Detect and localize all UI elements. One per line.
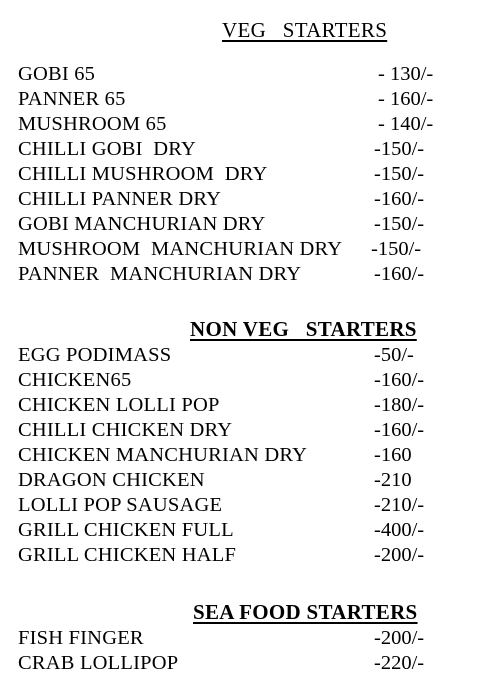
- item-price: -220/-: [374, 652, 425, 674]
- veg-starters-heading: VEG STARTERS: [222, 18, 388, 42]
- menu-item: [18, 62, 478, 87]
- menu-item: [18, 393, 478, 418]
- menu-item: [18, 262, 478, 287]
- item-price: -210: [374, 469, 412, 491]
- item-price: -150/-: [374, 163, 425, 185]
- menu-item: [18, 237, 478, 262]
- item-price: -160: [374, 444, 412, 466]
- item-name: LOLLI POP SAUSAGE: [18, 494, 223, 516]
- menu-item: [18, 518, 478, 543]
- item-price: -150/-: [374, 138, 425, 160]
- menu-item: [18, 137, 478, 162]
- menu-item: [18, 543, 478, 568]
- item-price: -150/-: [374, 213, 425, 235]
- item-name: CHILLI GOBI DRY: [18, 138, 197, 160]
- item-name: PANNER 65: [18, 88, 126, 110]
- item-price: -200/-: [374, 544, 425, 566]
- menu-item: [18, 468, 478, 493]
- item-price: - 130/-: [378, 63, 434, 85]
- item-price: -160/-: [374, 419, 425, 441]
- item-price: -210/-: [374, 494, 425, 516]
- item-name: CHILLI CHICKEN DRY: [18, 419, 233, 441]
- item-name: GOBI 65: [18, 63, 96, 85]
- item-name: CHILLI PANNER DRY: [18, 188, 222, 210]
- item-name: CHICKEN MANCHURIAN DRY: [18, 444, 308, 466]
- item-name: GRILL CHICKEN HALF: [18, 544, 237, 566]
- item-price: -180/-: [374, 394, 425, 416]
- item-name: CRAB LOLLIPOP: [18, 652, 179, 674]
- non-veg-starters-heading: NON VEG STARTERS: [190, 317, 417, 341]
- item-name: CHICKEN LOLLI POP: [18, 394, 220, 416]
- sea-food-starters-heading: SEA FOOD STARTERS: [193, 600, 418, 624]
- menu-item: [18, 162, 478, 187]
- menu-item: [18, 651, 478, 676]
- menu-item: [18, 343, 478, 368]
- item-name: EGG PODIMASS: [18, 344, 172, 366]
- item-name: MUSHROOM MANCHURIAN DRY: [18, 238, 343, 260]
- item-price: -160/-: [374, 263, 425, 285]
- item-price: -160/-: [374, 369, 425, 391]
- item-price: - 140/-: [378, 113, 434, 135]
- item-price: -400/-: [374, 519, 425, 541]
- menu-item: [18, 212, 478, 237]
- menu-item: [18, 187, 478, 212]
- item-name: FISH FINGER: [18, 627, 144, 649]
- item-name: CHICKEN65: [18, 369, 132, 391]
- item-name: CHILLI MUSHROOM DRY: [18, 163, 268, 185]
- item-name: GRILL CHICKEN FULL: [18, 519, 234, 541]
- menu-item: [18, 368, 478, 393]
- item-price: - 160/-: [378, 88, 434, 110]
- item-name: MUSHROOM 65: [18, 113, 167, 135]
- menu-item: [18, 493, 478, 518]
- menu-item: [18, 626, 478, 651]
- item-price: -200/-: [374, 627, 425, 649]
- menu-item: [18, 112, 478, 137]
- menu-item: [18, 418, 478, 443]
- item-name: DRAGON CHICKEN: [18, 469, 205, 491]
- menu-item: [18, 87, 478, 112]
- item-name: PANNER MANCHURIAN DRY: [18, 263, 302, 285]
- item-price: -150/-: [371, 238, 422, 260]
- item-price: -50/-: [374, 344, 414, 366]
- item-price: -160/-: [374, 188, 425, 210]
- menu-item: [18, 443, 478, 468]
- item-name: GOBI MANCHURIAN DRY: [18, 213, 266, 235]
